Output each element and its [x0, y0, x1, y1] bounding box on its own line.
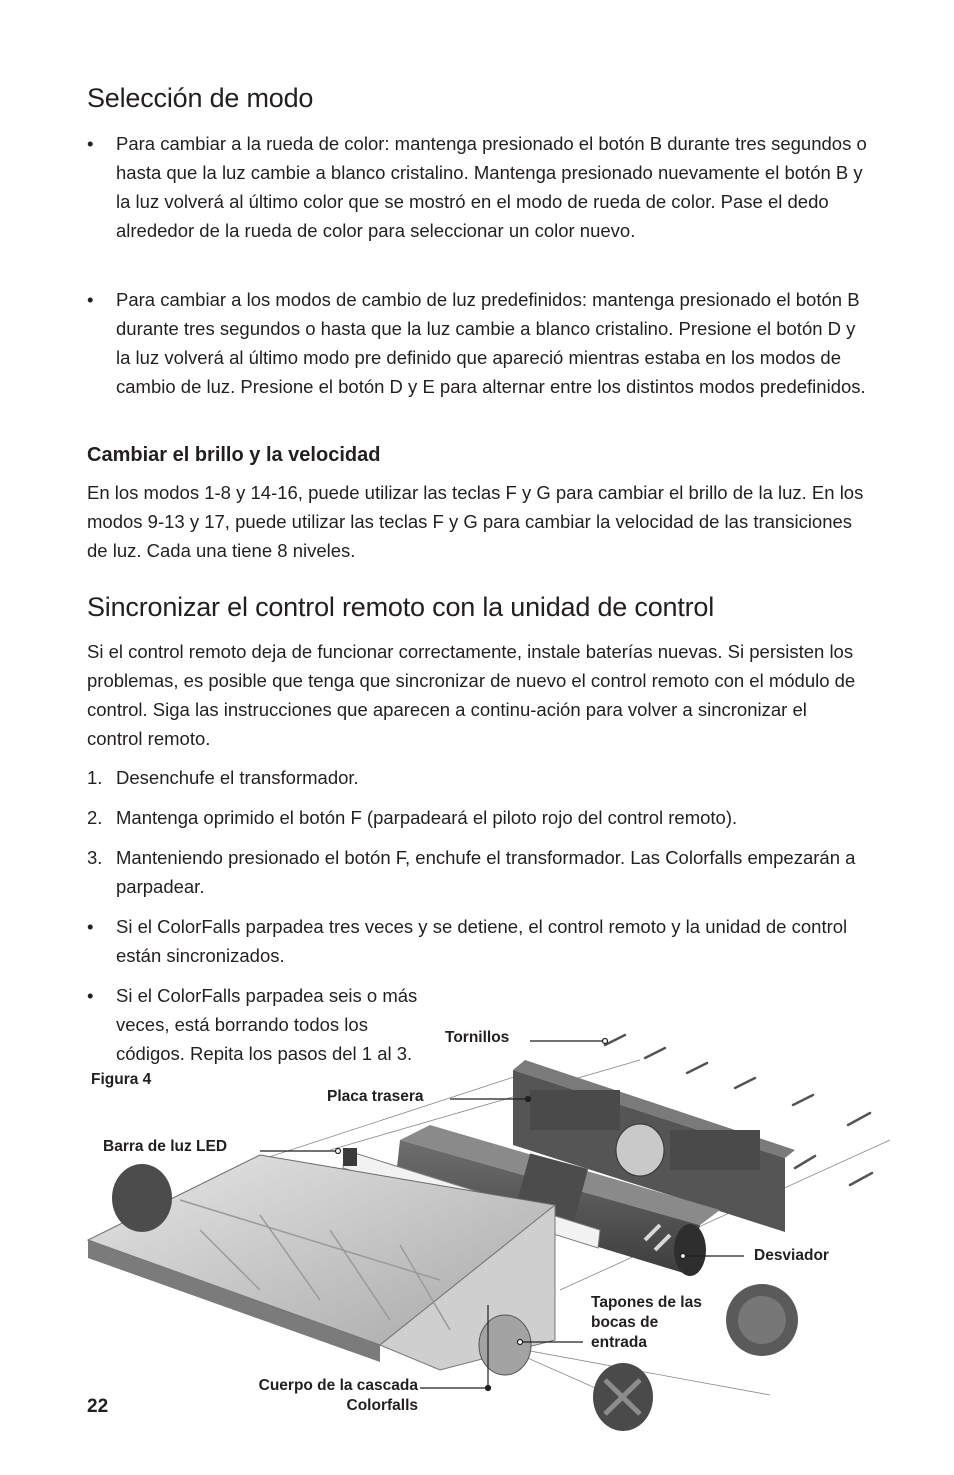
section-title-sync: Sincronizar el control remoto con la unidad de control [87, 592, 715, 622]
step-text: Mantenga oprimido el botón F (parpadeará el piloto rojo del control remoto). [116, 807, 738, 828]
label-waterfall-body: Cuerpo de la cascada Colorfalls [258, 1377, 418, 1414]
bullet-marker: • [87, 289, 94, 310]
step-marker: • [87, 916, 94, 937]
step-text: Si el ColorFalls parpadea seis o más veces, está borrando todos los códigos. Repita los pasos del 1 al 3. [116, 985, 418, 1064]
step-text: Desenchufe el transformador. [116, 767, 359, 788]
step-marker: 2. [87, 807, 103, 828]
sync-intro: Si el control remoto deja de funcionar correctamente, instale baterías nuevas. Si persisten los problemas, es posible que tenga que sincronizar de nuevo el control remoto con el módulo de control. Siga las instrucciones que aparecen a continu-ación para volver a sincronizar el control remoto. [87, 641, 856, 749]
step-text: Manteniendo presionado el botón F, enchufe el transformador. Las Colorfalls empezarán a parpadear. [116, 847, 856, 897]
figure-caption: Figura 4 [91, 1071, 152, 1088]
subsection-text: En los modos 1-8 y 14-16, puede utilizar las teclas F y G para cambiar el brillo de la luz. En los modos 9-13 y 17, puede utilizar las teclas F y G para cambiar la velocidad de las transiciones de luz. Cada una tiene 8 niveles. [87, 482, 864, 561]
label-led-bar: Barra de luz LED [103, 1138, 228, 1155]
step-marker: 1. [87, 767, 103, 788]
bullet-marker: • [87, 133, 94, 154]
step-item [87, 763, 867, 792]
step-item [87, 843, 867, 901]
step-marker: 3. [87, 847, 103, 868]
step-marker: • [87, 985, 94, 1006]
step-item [87, 912, 867, 970]
step-item [87, 803, 867, 832]
list-item-text: Para cambiar a la rueda de color: mantenga presionado el botón B durante tres segundos o hasta que la luz cambie a blanco cristalino. Mantenga presionado nuevamente el botón B y la luz volverá al último color que se mostró en el modo de rueda de color. Pase el dedo alrededor de la rueda de color para seleccionar un color nuevo. [116, 133, 867, 241]
section-title-mode-selection: Selección de modo [87, 83, 314, 113]
label-diverter: Desviador [754, 1247, 829, 1264]
label-back-plate: Placa trasera [327, 1088, 424, 1105]
step-text: Si el ColorFalls parpadea tres veces y se detiene, el control remoto y la unidad de control están sincronizados. [116, 916, 848, 966]
list-item [87, 285, 867, 401]
list-item-text: Para cambiar a los modos de cambio de luz predefinidos: mantenga presionado el botón B durante tres segundos o hasta que la luz cambie a blanco cristalino. Presione el botón D y la luz volverá al último modo pre definido que apareció mientras estaba en los modos de cambio de luz. Presione el botón D y E para alternar entre los distintos modos predefinidos. [116, 289, 866, 397]
subsection-title: Cambiar el brillo y la velocidad [87, 444, 381, 466]
list-item [87, 129, 867, 245]
label-screws: Tornillos [445, 1029, 510, 1046]
page-number: 22 [87, 1396, 109, 1417]
label-inlet-plugs: Tapones de las bocas de entrada [591, 1294, 702, 1351]
